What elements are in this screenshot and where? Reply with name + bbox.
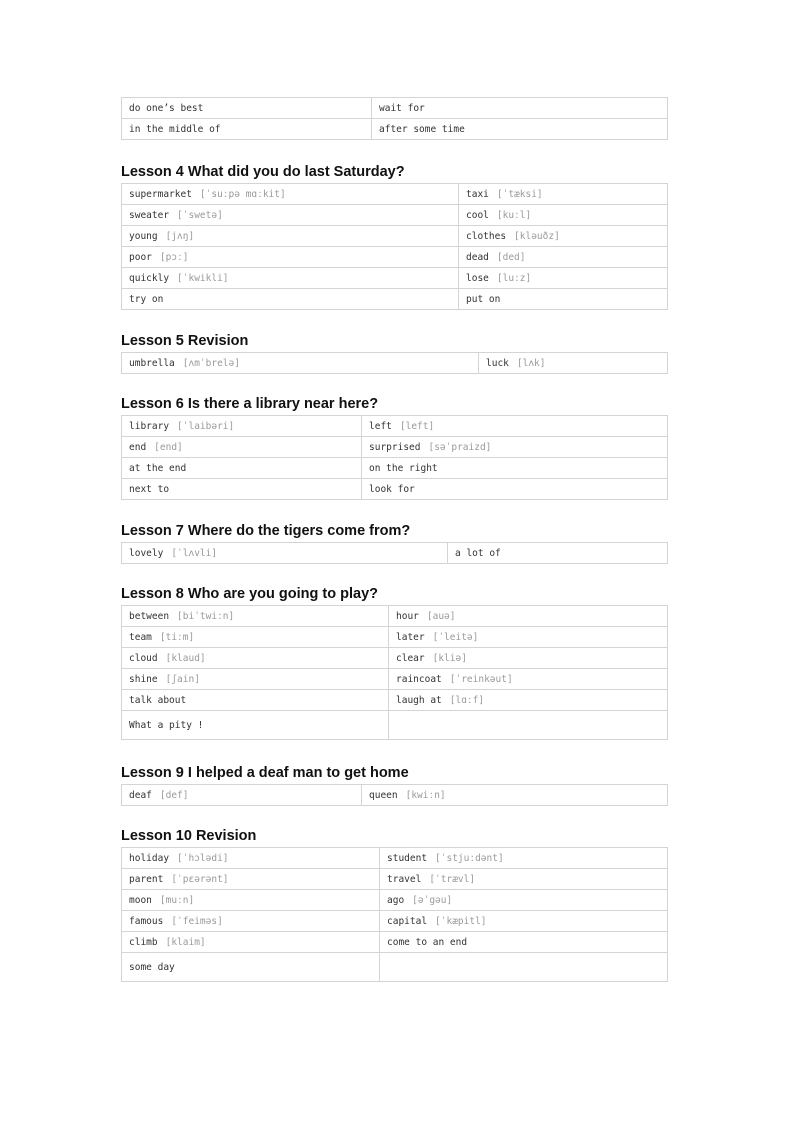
- vocab-cell: [122, 953, 380, 982]
- vocab-word: parent: [129, 873, 164, 885]
- vocab-cell: [122, 458, 362, 479]
- vocab-cell: [380, 869, 668, 890]
- vocab-cell: [122, 247, 459, 268]
- vocab-word: left: [369, 420, 392, 432]
- table-row: [122, 247, 668, 268]
- vocab-cell: [122, 711, 389, 740]
- vocab-phonetic: [luːz]: [496, 272, 532, 284]
- vocab-phonetic: [jʌŋ]: [165, 230, 195, 242]
- table-row: [122, 669, 668, 690]
- vocab-phonetic: [ˈtrævl]: [429, 873, 476, 885]
- vocab-phonetic: [ˈkæpitl]: [435, 915, 487, 927]
- vocab-cell: [362, 437, 668, 458]
- vocab-word: lovely: [129, 547, 164, 559]
- lesson-section: [121, 826, 667, 982]
- vocab-phonetic: [səˈpraizd]: [428, 441, 492, 453]
- vocab-cell: [122, 119, 372, 140]
- vocab-phonetic: [tiːm]: [159, 631, 195, 643]
- vocab-phonetic: [lɑːf]: [449, 694, 485, 706]
- vocab-cell: [122, 98, 372, 119]
- vocab-word: lose: [466, 272, 489, 284]
- vocab-word: taxi: [466, 188, 489, 200]
- vocab-phonetic: [ˈleitə]: [432, 631, 479, 643]
- vocab-word: luck: [486, 357, 509, 369]
- vocab-word: young: [129, 230, 158, 242]
- vocab-phonetic: [klaim]: [165, 936, 206, 948]
- vocab-phonetic: [ˈlʌvli]: [171, 547, 218, 559]
- vocabulary-table: [121, 847, 668, 982]
- vocab-phonetic: [ˈhɔlədi]: [177, 852, 229, 864]
- table-row: [122, 648, 668, 669]
- vocab-cell: [459, 268, 668, 289]
- lesson-heading: Lesson 8 Who are you going to play?: [121, 586, 378, 602]
- lesson-section: [121, 763, 667, 806]
- table-row: [122, 953, 668, 982]
- vocab-word: poor: [129, 251, 152, 263]
- vocab-word: clothes: [466, 230, 507, 242]
- vocabulary-table: [121, 415, 668, 500]
- vocabulary-table: [121, 784, 668, 806]
- vocab-phonetic: [muːn]: [159, 894, 195, 906]
- vocabulary-table: [121, 97, 668, 140]
- vocab-phonetic: [ˈtæksi]: [496, 188, 543, 200]
- vocab-phonetic: [kliə]: [432, 652, 467, 664]
- vocab-word: later: [396, 631, 425, 643]
- vocab-phonetic: [ˈfeiməs]: [171, 915, 223, 927]
- vocab-cell: [389, 606, 668, 627]
- vocab-cell: [389, 669, 668, 690]
- vocab-cell: [389, 627, 668, 648]
- vocab-word: umbrella: [129, 357, 175, 369]
- vocab-word: surprised: [369, 441, 421, 453]
- vocab-word: next to: [129, 483, 170, 495]
- vocab-cell: [459, 226, 668, 247]
- vocabulary-table: [121, 183, 668, 310]
- vocab-word: ago: [387, 894, 405, 906]
- vocab-cell: [389, 711, 668, 740]
- vocab-word: clear: [396, 652, 425, 664]
- vocab-word: cool: [466, 209, 489, 221]
- table-row: [122, 353, 668, 374]
- table-row: [122, 711, 668, 740]
- vocab-cell: [448, 543, 668, 564]
- vocab-phonetic: [klaud]: [165, 652, 206, 664]
- lesson-heading: Lesson 7 Where do the tigers come from?: [121, 523, 411, 539]
- vocab-phonetic: [biˈtwiːn]: [177, 610, 235, 622]
- vocab-cell: [459, 289, 668, 310]
- vocab-phonetic: [kləuðz]: [514, 230, 560, 242]
- table-row: [122, 911, 668, 932]
- vocab-cell: [122, 606, 389, 627]
- lesson-section: [121, 584, 667, 740]
- vocab-phonetic: [ˈreinkəut]: [449, 673, 513, 685]
- lesson-heading: Lesson 9 I helped a deaf man to get home: [121, 765, 409, 781]
- vocab-phonetic: [def]: [159, 789, 189, 801]
- vocab-cell: [122, 648, 389, 669]
- vocab-cell: [362, 416, 668, 437]
- vocab-word: after some time: [379, 123, 465, 135]
- vocab-phonetic: [ˈsuːpə mɑːkit]: [199, 188, 286, 200]
- vocab-cell: [122, 932, 380, 953]
- vocab-phonetic: [left]: [399, 420, 435, 432]
- vocab-word: library: [129, 420, 170, 432]
- vocab-phonetic: [ˈlaibəri]: [177, 420, 235, 432]
- table-row: [122, 848, 668, 869]
- table-row: [122, 606, 668, 627]
- vocab-phonetic: [ˈkwikli]: [177, 272, 229, 284]
- vocab-cell: [389, 648, 668, 669]
- vocab-phonetic: [ʃain]: [165, 673, 200, 685]
- table-row: [122, 289, 668, 310]
- vocab-cell: [122, 785, 362, 806]
- vocab-word: cloud: [129, 652, 158, 664]
- table-row: [122, 890, 668, 911]
- vocab-word: end: [129, 441, 147, 453]
- vocab-cell: [362, 458, 668, 479]
- vocab-word: shine: [129, 673, 158, 685]
- vocab-phonetic: [ˈpɛərənt]: [171, 873, 229, 885]
- table-row: [122, 205, 668, 226]
- vocab-cell: [380, 932, 668, 953]
- vocab-cell: [122, 289, 459, 310]
- lesson-heading: Lesson 10 Revision: [121, 828, 257, 844]
- vocab-word: come to an end: [387, 936, 468, 948]
- vocab-word: sweater: [129, 209, 170, 221]
- vocab-cell: [122, 479, 362, 500]
- vocab-cell: [122, 353, 479, 374]
- vocab-word: team: [129, 631, 152, 643]
- lesson-heading: Lesson 4 What did you do last Saturday?: [121, 164, 405, 180]
- vocab-cell: [122, 416, 362, 437]
- vocab-phonetic: [auə]: [426, 610, 456, 622]
- vocab-word: do one’s best: [129, 102, 204, 114]
- table-row: [122, 543, 668, 564]
- lesson-section: [121, 521, 667, 564]
- vocab-word: some day: [129, 961, 175, 973]
- vocab-word: between: [129, 610, 170, 622]
- table-row: [122, 785, 668, 806]
- table-row: [122, 627, 668, 648]
- table-row: [122, 184, 668, 205]
- table-row: [122, 416, 668, 437]
- table-row: [122, 119, 668, 140]
- vocab-phonetic: [kuːl]: [496, 209, 532, 221]
- table-row: [122, 458, 668, 479]
- vocab-word: quickly: [129, 272, 170, 284]
- vocab-cell: [372, 98, 668, 119]
- vocab-cell: [122, 890, 380, 911]
- vocab-word: laugh at: [396, 694, 442, 706]
- vocab-cell: [362, 785, 668, 806]
- lesson-heading: Lesson 5 Revision: [121, 333, 249, 349]
- vocab-word: queen: [369, 789, 398, 801]
- table-row: [122, 690, 668, 711]
- table-row: [122, 268, 668, 289]
- vocab-word: capital: [387, 915, 428, 927]
- vocab-cell: [380, 953, 668, 982]
- table-row: [122, 932, 668, 953]
- table-row: [122, 226, 668, 247]
- vocab-phonetic: [əˈgəu]: [412, 894, 453, 906]
- vocab-word: a lot of: [455, 547, 501, 559]
- vocab-word: on the right: [369, 462, 438, 474]
- vocab-word: moon: [129, 894, 152, 906]
- vocab-cell: [122, 669, 389, 690]
- vocab-cell: [459, 247, 668, 268]
- vocab-cell: [122, 869, 380, 890]
- vocab-word: famous: [129, 915, 164, 927]
- vocabulary-table: [121, 352, 668, 374]
- vocab-word: What a pity !: [129, 719, 204, 731]
- vocab-word: put on: [466, 293, 501, 305]
- table-row: [122, 869, 668, 890]
- vocab-cell: [122, 911, 380, 932]
- vocab-cell: [122, 848, 380, 869]
- vocab-phonetic: [pɔː]: [159, 251, 189, 263]
- vocab-word: supermarket: [129, 188, 192, 200]
- vocab-word: look for: [369, 483, 415, 495]
- vocab-phonetic: [ˈswetə]: [177, 209, 223, 221]
- vocab-phonetic: [ˈstjuːdənt]: [435, 852, 504, 864]
- vocab-word: holiday: [129, 852, 170, 864]
- vocab-cell: [122, 627, 389, 648]
- vocab-cell: [389, 690, 668, 711]
- vocabulary-table: [121, 542, 668, 564]
- lesson-section: [121, 331, 667, 374]
- vocab-word: at the end: [129, 462, 187, 474]
- vocab-cell: [459, 205, 668, 226]
- table-row: [122, 98, 668, 119]
- vocab-cell: [362, 479, 668, 500]
- vocab-cell: [122, 226, 459, 247]
- lesson-section: [121, 97, 667, 140]
- lesson-section: [121, 162, 667, 310]
- vocab-phonetic: [kwiːn]: [405, 789, 446, 801]
- vocab-word: talk about: [129, 694, 187, 706]
- vocab-cell: [459, 184, 668, 205]
- table-row: [122, 437, 668, 458]
- vocab-phonetic: [end]: [154, 441, 183, 453]
- vocab-cell: [479, 353, 668, 374]
- vocab-cell: [122, 437, 362, 458]
- vocab-cell: [122, 268, 459, 289]
- vocabulary-table: [121, 605, 668, 740]
- vocab-word: deaf: [129, 789, 152, 801]
- vocab-word: in the middle of: [129, 123, 221, 135]
- vocab-phonetic: [ded]: [496, 251, 526, 263]
- vocab-word: climb: [129, 936, 158, 948]
- vocab-word: try on: [129, 293, 164, 305]
- vocab-cell: [122, 205, 459, 226]
- vocab-word: student: [387, 852, 428, 864]
- vocab-phonetic: [ʌmˈbrelə]: [182, 357, 240, 369]
- vocab-phonetic: [lʌk]: [516, 357, 546, 369]
- vocab-cell: [122, 543, 448, 564]
- vocab-cell: [122, 690, 389, 711]
- table-row: [122, 479, 668, 500]
- vocab-word: wait for: [379, 102, 425, 114]
- vocab-word: raincoat: [396, 673, 442, 685]
- lesson-section: [121, 394, 667, 500]
- vocab-word: travel: [387, 873, 422, 885]
- vocab-cell: [380, 848, 668, 869]
- vocab-cell: [372, 119, 668, 140]
- lesson-heading: Lesson 6 Is there a library near here?: [121, 396, 379, 412]
- vocab-cell: [380, 911, 668, 932]
- vocab-word: hour: [396, 610, 419, 622]
- vocab-cell: [380, 890, 668, 911]
- vocab-word: dead: [466, 251, 489, 263]
- vocab-cell: [122, 184, 459, 205]
